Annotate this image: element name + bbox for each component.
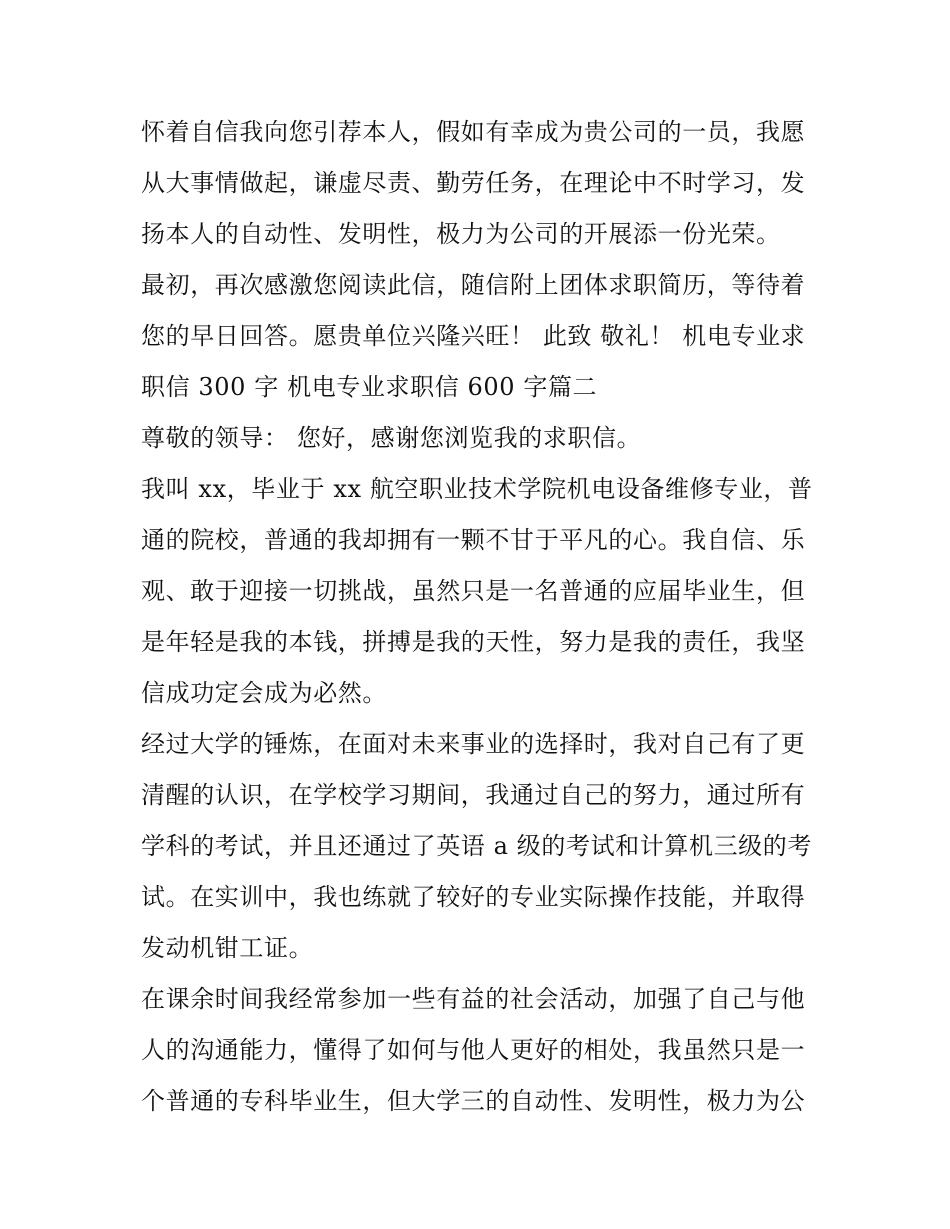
paragraph-activities	[141, 974, 811, 1127]
text-line: 观、敢于迎接一切挑战，虽然只是一名普通的应届毕业生，但	[141, 577, 806, 605]
text-line: 学科的考试，并且还通过了英语 a 级的考试和计算机三级的考	[141, 832, 812, 860]
text-line: 试。在实训中，我也练就了较好的专业实际操作技能，并取得	[141, 883, 806, 911]
text-line: 发动机钳工证。	[141, 934, 314, 962]
text-line: 最初，再次感激您阅读此信，随信附上团体求职简历，等待着	[141, 271, 806, 299]
paragraph-education	[141, 719, 811, 974]
text-line: 清醒的认识，在学校学习期间，我通过自己的努力，通过所有	[141, 781, 806, 809]
letter-body	[141, 107, 811, 1127]
text-line: 通的院校，普通的我却拥有一颗不甘于平凡的心。我自信、乐	[141, 526, 806, 554]
text-line: 您的早日回答。愿贵单位兴隆兴旺！ 此致 敬礼！ 机电专业求	[141, 322, 806, 350]
text-line: 从大事情做起，谦虚尽责、勤劳任务，在理论中不时学习，发	[141, 169, 806, 197]
text-line: 人的沟通能力，懂得了如何与他人更好的相处，我虽然只是一	[141, 1036, 806, 1064]
text-line: 职信 300 字 机电专业求职信 600 字篇二	[141, 373, 598, 401]
paragraph-self-recommendation	[141, 107, 811, 260]
paragraph-closing	[141, 260, 811, 413]
text-line: 扬本人的自动性、发明性，极力为公司的开展添一份光荣。	[141, 220, 781, 248]
text-line: 是年轻是我的本钱，拼搏是我的天性，努力是我的责任，我坚	[141, 628, 806, 656]
text-line: 怀着自信我向您引荐本人，假如有幸成为贵公司的一员，我愿	[141, 118, 806, 146]
text-line: 经过大学的锤炼，在面对未来事业的选择时，我对自己有了更	[141, 730, 806, 758]
text-line: 个普通的专科毕业生，但大学三的自动性、发明性，极力为公	[141, 1087, 806, 1115]
text-line: 我叫 xx，毕业于 xx 航空职业技术学院机电设备维修专业，普	[141, 475, 813, 503]
text-line: 在课余时间我经常参加一些有益的社会活动，加强了自己与他	[141, 985, 806, 1013]
text-line: 尊敬的领导： 您好，感谢您浏览我的求职信。	[141, 424, 642, 452]
paragraph-introduction	[141, 464, 811, 719]
text-line: 信成功定会成为必然。	[141, 679, 387, 707]
paragraph-salutation	[141, 413, 811, 464]
